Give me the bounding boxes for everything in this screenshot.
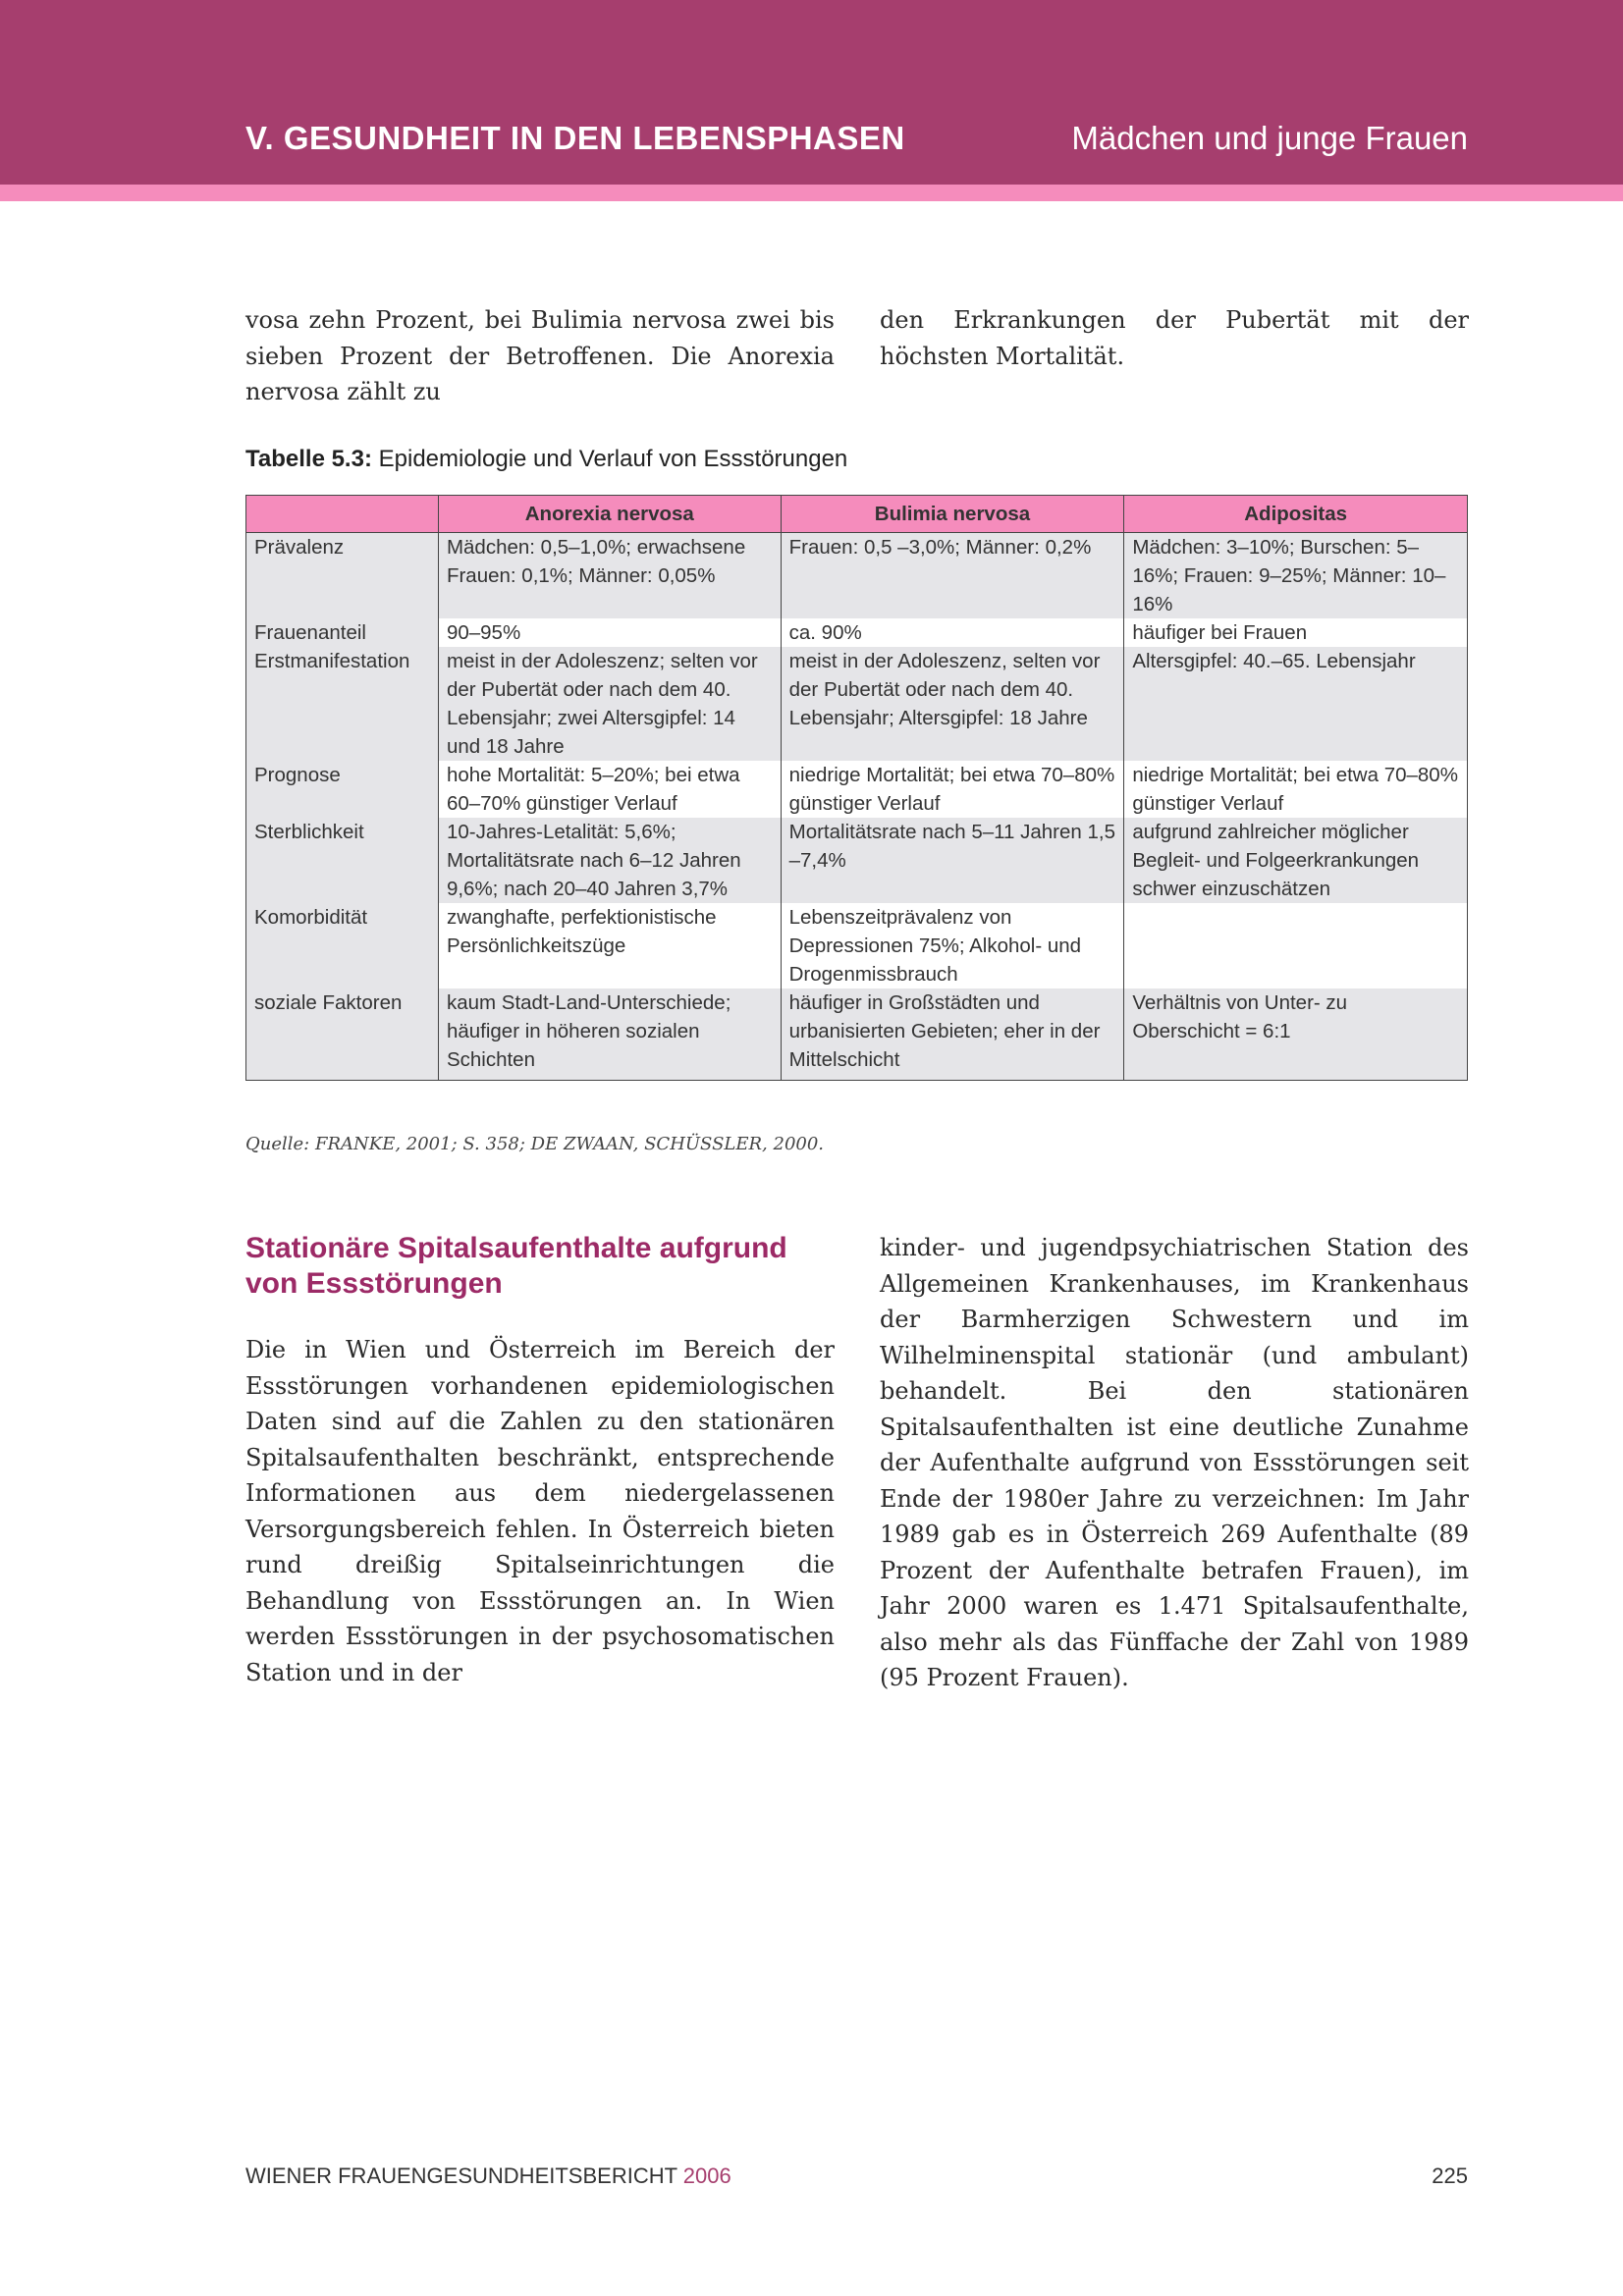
row-label: Prävalenz [246,533,439,619]
row-label: Erstmanifestation [246,647,439,761]
table-header-adipositas: Adipositas [1124,496,1468,533]
table-cell: 90–95% [438,618,781,647]
table-cell: Lebenszeitprävalenz von Depressionen 75%; Alkohol- und Drogenmissbrauch [781,903,1124,988]
intro-right-text: den Erkrankungen der Pubertät mit der höchsten Mortalität. [880,306,1469,370]
table-cell: Verhältnis von Unter- zu Oberschicht = 6:1 [1124,988,1468,1081]
table-row [246,618,1468,647]
epidemiology-table [245,495,1468,1081]
table-cell: niedrige Mortalität; bei etwa 70–80% günstiger Verlauf [781,761,1124,818]
section-running-title: Mädchen und junge Frauen [1071,120,1468,156]
footer-year: 2006 [682,2163,731,2188]
table-cell: häufiger in Großstädten und urbanisierten Gebieten; eher in der Mittelschicht [781,988,1124,1081]
table-cell: 10-Jahres-Letalität: 5,6%; Mortalitätsrate nach 6–12 Jahren 9,6%; nach 20–40 Jahren 3,7% [438,818,781,903]
table-cell: Mädchen: 3–10%; Burschen: 5–16%; Frauen: 9–25%; Männer: 10–16% [1124,533,1468,619]
row-label: Frauenanteil [246,618,439,647]
table-cell: Altersgipfel: 40.–65. Lebensjahr [1124,647,1468,761]
row-label: Prognose [246,761,439,818]
row-label: soziale Faktoren [246,988,439,1081]
table-cell: häufiger bei Frauen [1124,618,1468,647]
table-header-bulimia: Bulimia nervosa [781,496,1124,533]
intro-right-column [880,302,1469,374]
intro-left-text: vosa zehn Prozent, bei Bulimia nervosa zwei bis sieben Prozent der Betroffenen. Die Anorexia nervosa zählt zu [245,306,835,405]
header-bar [0,0,1623,185]
table-cell [1124,903,1468,988]
intro-left-column [245,302,835,410]
table-caption [245,446,847,473]
table-row [246,647,1468,761]
chapter-title: V. GESUNDHEIT IN DEN LEBENSPHASEN [245,120,905,156]
table-cell: niedrige Mortalität; bei etwa 70–80% günstiger Verlauf [1124,761,1468,818]
footer-publication [245,2163,731,2189]
page-number: 225 [1432,2163,1468,2188]
table-row [246,988,1468,1081]
table-cell: kaum Stadt-Land-Unterschiede; häufiger in höheren sozialen Schichten [438,988,781,1081]
header-stripe [0,185,1623,201]
table-cell: hohe Mortalität: 5–20%; bei etwa 60–70% günstiger Verlauf [438,761,781,818]
table-row [246,903,1468,988]
row-label: Sterblichkeit [246,818,439,903]
body-left-text: Die in Wien und Österreich im Bereich der Essstörungen vorhandenen epidemiologischen Daten sind auf die Zahlen zu den stationären Spitalsaufenthalten beschränkt, entsprechende Informationen aus dem niedergelassenen Versorgungsbereich fehlen. In Österreich bieten rund dreißig Spitalseinrichtungen die Behandlung von Essstörungen an. In Wien werden Essstörungen in der psychosomatischen Station und in der [245,1336,835,1686]
row-label: Komorbidität [246,903,439,988]
table-cell: ca. 90% [781,618,1124,647]
table-header-anorexia: Anorexia nervosa [438,496,781,533]
table-row [246,761,1468,818]
table-row [246,818,1468,903]
table-caption-text: Epidemiologie und Verlauf von Essstörungen [378,446,848,472]
table-row [246,533,1468,619]
body-right-column [880,1230,1469,1696]
body-right-text: kinder- und jugendpsychiatrischen Station des Allgemeinen Krankenhauses, im Krankenhaus der Barmherzigen Schwestern und im Wilhelminenspital stationär (und ambulant) behandelt. Bei den stationären Spitalsaufenthalten ist eine deutliche Zunahme der Aufenthalte aufgrund von Essstörungen seit Ende der 1980er Jahre zu verzeichnen: Im Jahr 1989 gab es in Österreich 269 Aufenthalte (89 Prozent der Aufenthalte betrafen Frauen), im Jahr 2000 waren es 1.471 Spitalsaufenthalte, also mehr als das Fünffache der Zahl von 1989 (95 Prozent Frauen). [880,1234,1469,1691]
table-cell: meist in der Adoleszenz, selten vor der Pubertät oder nach dem 40. Lebensjahr; Altersgipfel: 18 Jahre [781,647,1124,761]
table-cell: Mädchen: 0,5–1,0%; erwachsene Frauen: 0,1%; Männer: 0,05% [438,533,781,619]
body-left-column [245,1332,835,1690]
table-cell: aufgrund zahlreicher möglicher Begleit- und Folgeerkrankungen schwer einzuschätzen [1124,818,1468,903]
table-header-empty [246,496,439,533]
table-cell: Frauen: 0,5 –3,0%; Männer: 0,2% [781,533,1124,619]
table-caption-label: Tabelle 5.3: [245,446,372,472]
section-heading: Stationäre Spitalsaufenthalte aufgrund von Essstörungen [245,1232,787,1300]
table-source: Quelle: FRANKE, 2001; S. 358; DE ZWAAN, SCHÜSSLER, 2000. [245,1134,825,1154]
table-cell: meist in der Adoleszenz; selten vor der Pubertät oder nach dem 40. Lebensjahr; zwei Altersgipfel: 14 und 18 Jahre [438,647,781,761]
table-cell: Mortalitätsrate nach 5–11 Jahren 1,5 –7,4% [781,818,1124,903]
footer-publication-name: WIENER FRAUENGESUNDHEITSBERICHT [245,2163,677,2188]
table-header-row [246,496,1468,533]
table-cell: zwanghafte, perfektionistische Persönlichkeitszüge [438,903,781,988]
